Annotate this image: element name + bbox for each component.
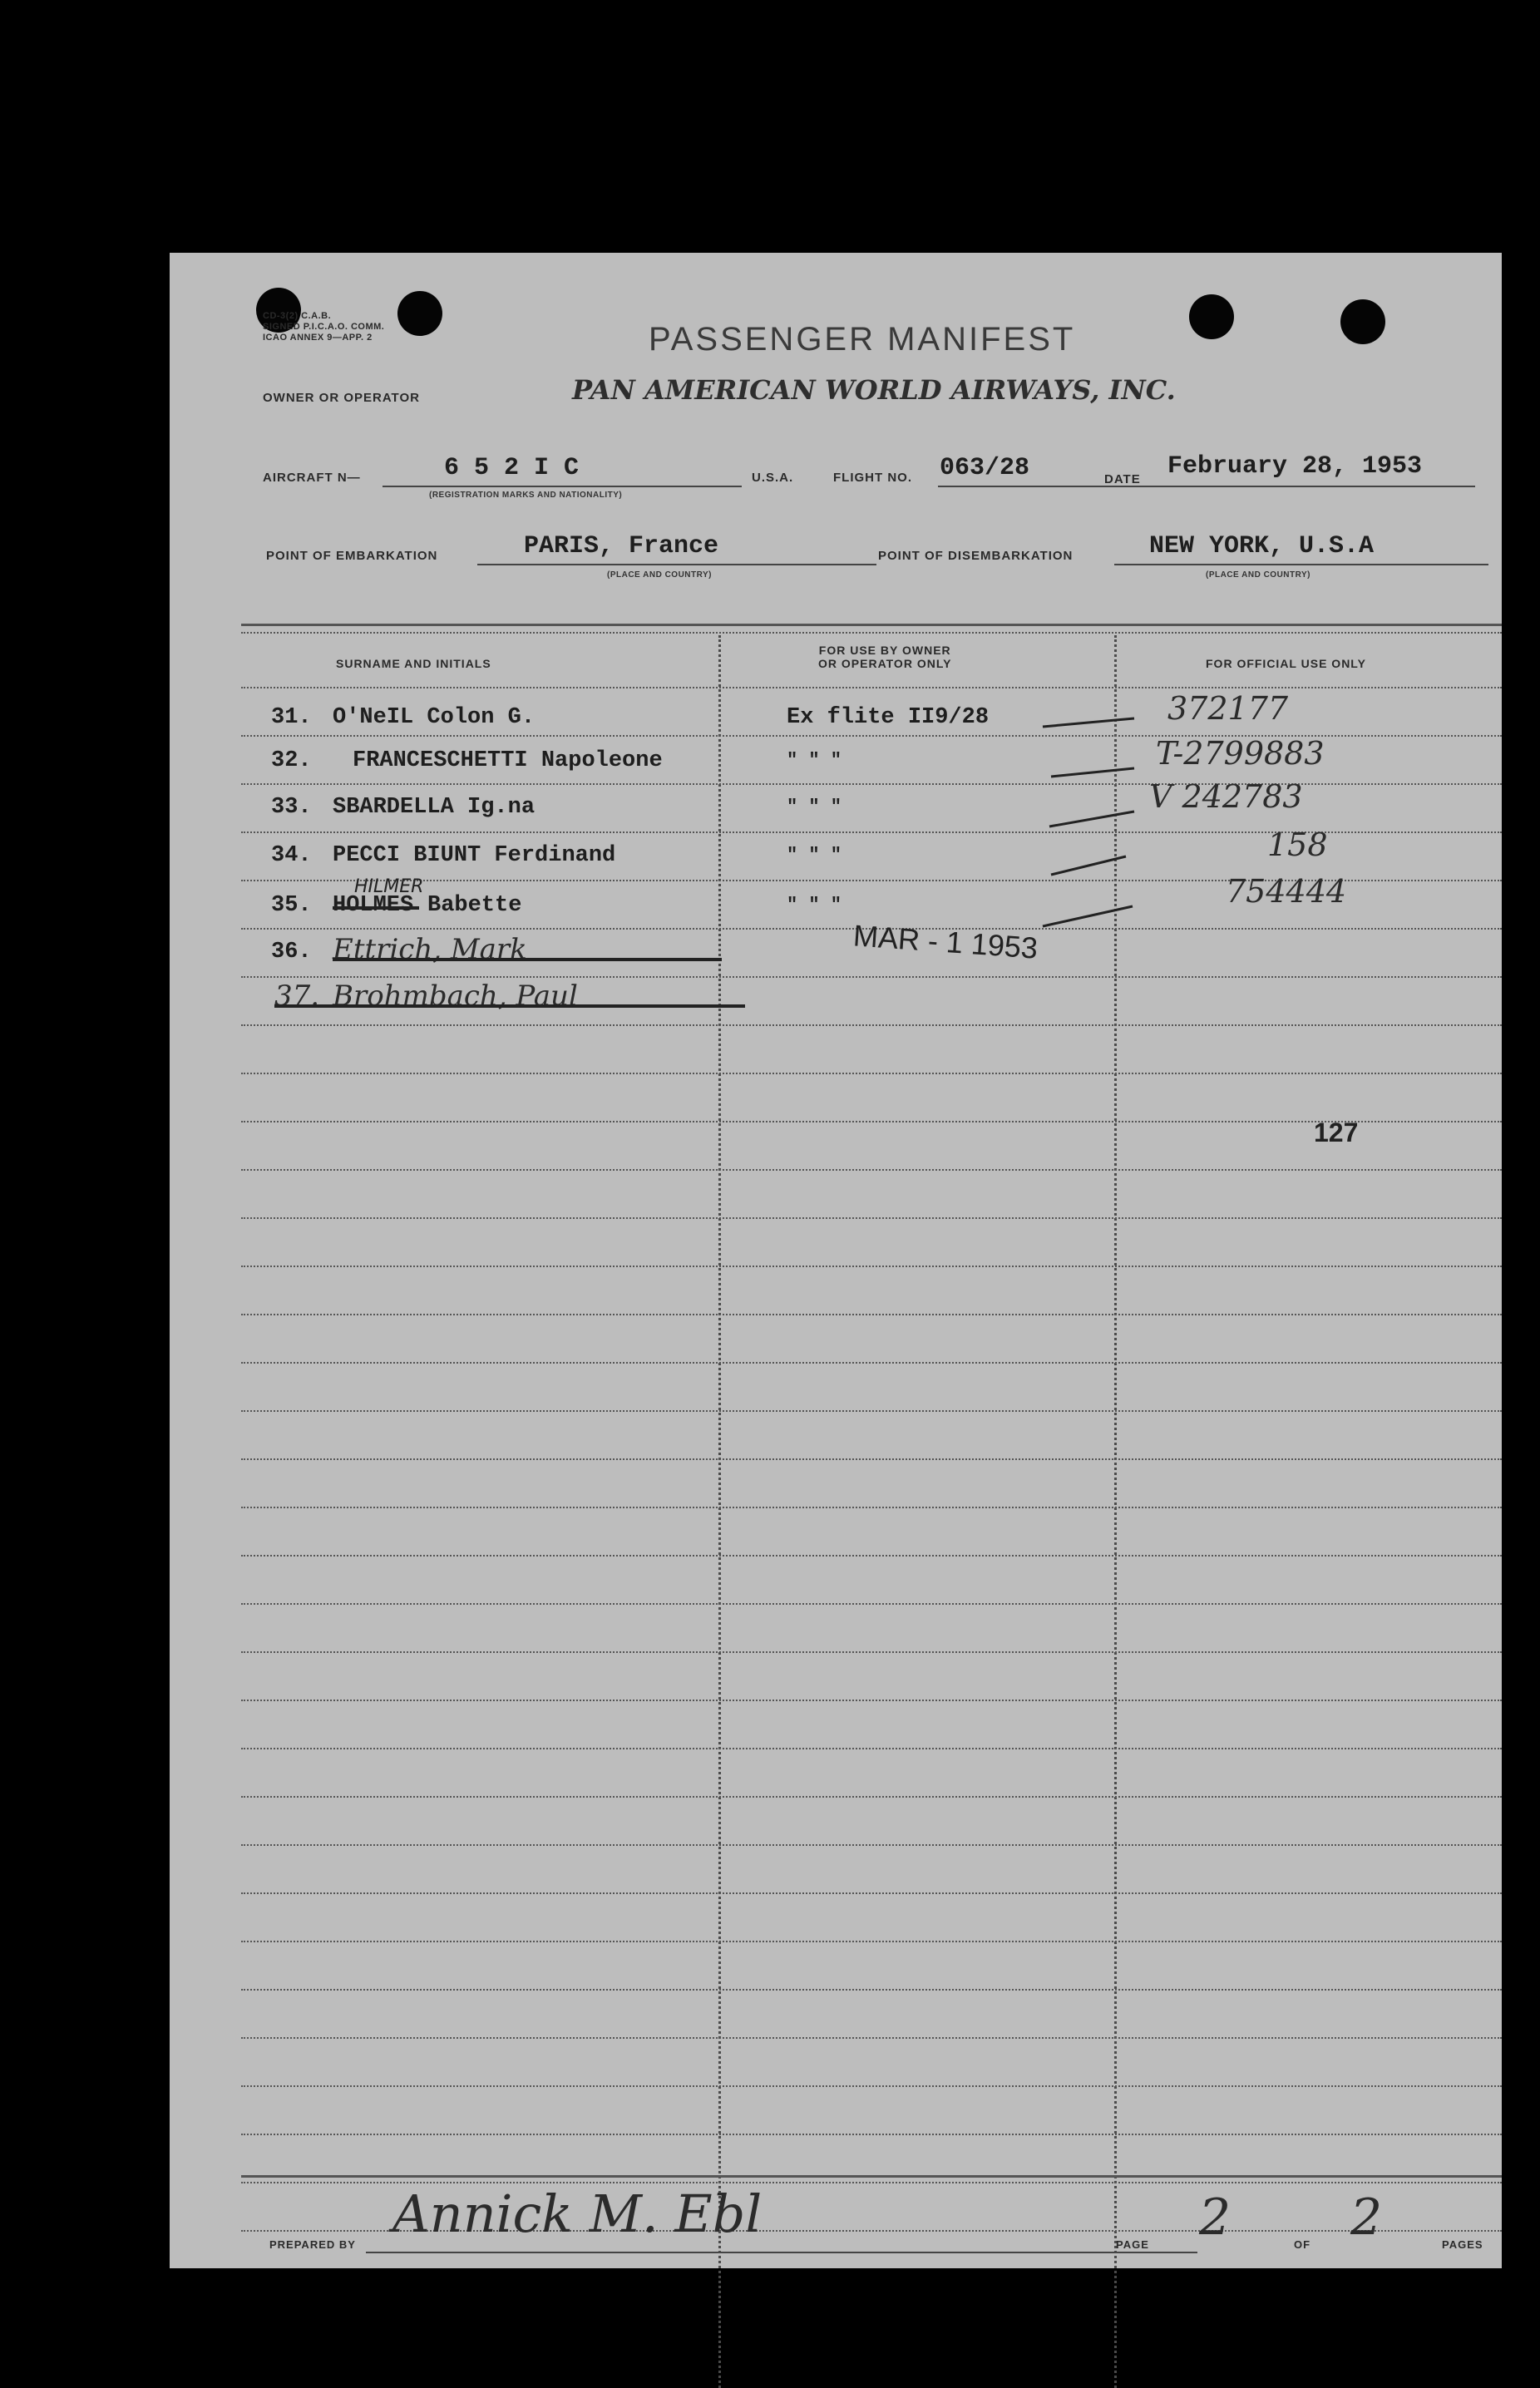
flight-label: FLIGHT NO.: [833, 471, 912, 485]
ruled-line: [241, 1458, 1502, 1460]
date-label: DATE: [1104, 472, 1141, 486]
table-top-rule: [241, 624, 1502, 626]
owner-use-entry: " " ": [787, 797, 842, 817]
disembark-underline: [1114, 564, 1488, 565]
prepared-by-label: PREPARED BY: [269, 2238, 356, 2251]
owner-name: PAN AMERICAN WORLD AIRWAYS, INC.: [572, 374, 1176, 406]
ruled-line: [241, 1796, 1502, 1798]
embark-sublabel: (PLACE AND COUNTRY): [607, 570, 712, 580]
disembark-sublabel: (PLACE AND COUNTRY): [1206, 570, 1310, 580]
table-top-rule-2: [241, 632, 1502, 634]
owner-use-entry: " " ": [787, 895, 842, 915]
passenger-count: 127: [1314, 1118, 1359, 1147]
passenger-number: 32.: [271, 748, 312, 773]
passenger-name: SBARDELLA Ig.na: [333, 795, 536, 820]
punch-hole-4: [1340, 299, 1385, 344]
ruled-line: [241, 1314, 1502, 1315]
aircraft-underline: [383, 486, 742, 487]
official-use-entry: 372177: [1167, 690, 1289, 727]
header-owner-use-1: FOR USE BY OWNER: [818, 644, 951, 657]
page-label: PAGE: [1116, 2238, 1149, 2251]
aircraft-value: 6 5 2 I C: [444, 454, 580, 482]
official-use-entry: T-2799883: [1156, 735, 1325, 772]
passenger-number: 31.: [271, 705, 312, 730]
ruled-line: [241, 2085, 1502, 2087]
passenger-number: 34.: [271, 843, 312, 868]
header-owner-use: [818, 644, 951, 670]
ruled-line: [241, 1700, 1502, 1701]
ruled-line: [241, 1941, 1502, 1942]
page-title: PASSENGER MANIFEST: [649, 321, 1076, 358]
ruled-line: [241, 1507, 1502, 1508]
form-code-line1: CD-3(2) C.A.B.: [263, 311, 332, 321]
ruled-line: [241, 1748, 1502, 1749]
passenger-name: PECCI BIUNT Ferdinand: [333, 843, 616, 868]
date-stamp: MAR - 1 1953: [851, 918, 1039, 965]
passenger-number: 35.: [271, 893, 312, 918]
embark-underline: [477, 564, 876, 565]
disembark-label: POINT OF DISEMBARKATION: [878, 549, 1074, 563]
punch-hole-2: [397, 291, 442, 336]
ruled-line: [241, 1266, 1502, 1267]
ruled-line: [241, 1555, 1502, 1557]
owner-use-entry: " " ": [787, 750, 842, 771]
embark-label: POINT OF EMBARKATION: [266, 549, 438, 563]
form-code: [263, 311, 384, 343]
page-total: 2: [1350, 2188, 1383, 2247]
ruled-line: [241, 1217, 1502, 1219]
bottom-rule: [241, 2175, 1502, 2178]
struck-number: 36.: [271, 940, 312, 965]
preparer-signature: Annick M. Ebl: [392, 2183, 763, 2244]
punch-hole-3: [1189, 294, 1234, 339]
header-official-use: FOR OFFICIAL USE ONLY: [1206, 657, 1366, 670]
passenger-number: 33.: [271, 795, 312, 820]
ruled-line: [241, 783, 1502, 785]
owner-use-entry: " " ": [787, 845, 842, 866]
ruled-line: [241, 687, 1502, 688]
header-surname: SURNAME AND INITIALS: [336, 657, 491, 670]
ruled-line: [241, 1651, 1502, 1653]
struck-entry: Brohmbach, Paul: [333, 979, 578, 1013]
strike-mark: [333, 906, 419, 910]
page-number: 2: [1199, 2188, 1232, 2247]
manifest-sheet: [170, 253, 1502, 2268]
form-code-line2: SIGNED P.I.C.A.O. COMM.: [263, 322, 385, 332]
usa-label: U.S.A.: [752, 471, 794, 485]
official-use-entry: V 242783: [1149, 778, 1303, 815]
ruled-line: [241, 1073, 1502, 1074]
ruled-line: [241, 1410, 1502, 1412]
official-use-entry: 158: [1267, 826, 1328, 863]
official-use-entry: 754444: [1226, 873, 1347, 910]
struck-number: 37.: [274, 979, 320, 1013]
row35-insertion: HILMER: [354, 876, 424, 897]
passenger-name: Babette: [427, 893, 522, 918]
form-code-line3: ICAO ANNEX 9—APP. 2: [263, 333, 373, 343]
owner-use-entry: Ex flite II9/28: [787, 705, 990, 730]
ruled-line: [241, 2134, 1502, 2135]
ruled-line: [241, 1121, 1502, 1122]
ruled-line: [241, 2037, 1502, 2039]
strike-line-36: [333, 958, 722, 961]
struck-entry: Ettrich, Mark: [333, 933, 527, 966]
ruled-line: [241, 1024, 1502, 1026]
of-label: OF: [1294, 2238, 1311, 2251]
passenger-name: FRANCESCHETTI Napoleone: [353, 748, 663, 773]
date-value: February 28, 1953: [1167, 452, 1423, 481]
ruled-line: [241, 1989, 1502, 1991]
aircraft-sublabel: (REGISTRATION MARKS AND NATIONALITY): [429, 491, 623, 500]
column-divider-1: [718, 635, 721, 2388]
ruled-line: [241, 1892, 1502, 1894]
ruled-line: [241, 1844, 1502, 1846]
date-underline: [1143, 486, 1475, 487]
owner-label: OWNER OR OPERATOR: [263, 391, 420, 405]
disembark-value: NEW YORK, U.S.A: [1149, 532, 1375, 560]
flight-value: 063/28: [940, 454, 1030, 482]
pages-label: PAGES: [1442, 2238, 1483, 2251]
ruled-line: [241, 1603, 1502, 1605]
prepared-by-underline: [366, 2252, 1197, 2253]
struck-surname: HOLMES: [333, 893, 414, 918]
header-owner-use-2: OR OPERATOR ONLY: [818, 657, 952, 670]
strike-line-37: [274, 1004, 745, 1008]
passenger-name: O'NeIL Colon G.: [333, 705, 536, 730]
ruled-line: [241, 1169, 1502, 1171]
ruled-line: [241, 1362, 1502, 1364]
ruled-line: [241, 976, 1502, 978]
embark-value: PARIS, France: [524, 532, 719, 560]
aircraft-label: AIRCRAFT N—: [263, 471, 361, 485]
check-marks: [1034, 693, 1143, 943]
